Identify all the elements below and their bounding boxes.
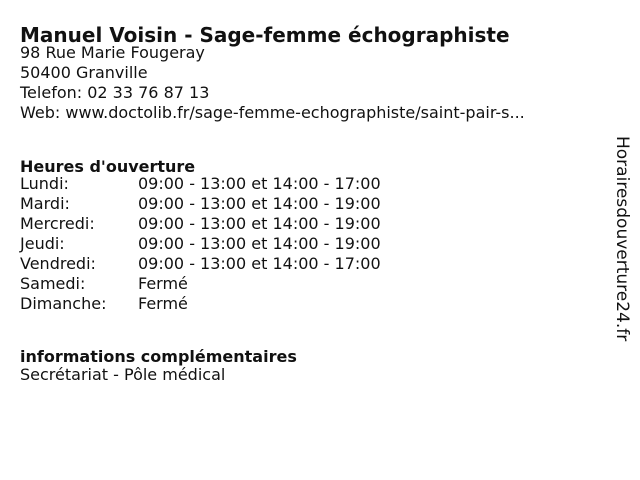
day-label: Mercredi:: [20, 214, 95, 233]
website-line: Web: www.doctolib.fr/sage-femme-echographiste/saint-pair-s...: [20, 103, 525, 122]
site-watermark: Horairesdouverture24.fr: [612, 136, 632, 342]
business-title: Manuel Voisin - Sage-femme échographiste: [20, 23, 510, 48]
hours-value: 09:00 - 13:00 et 14:00 - 19:00: [138, 234, 381, 253]
hours-value: 09:00 - 13:00 et 14:00 - 19:00: [138, 214, 381, 233]
day-label: Vendredi:: [20, 254, 96, 273]
address-line-2: 50400 Granville: [20, 63, 148, 82]
phone-line: Telefon: 02 33 76 87 13: [20, 83, 210, 102]
contact-details: [20, 43, 525, 123]
address-line-1: 98 Rue Marie Fougeray: [20, 43, 205, 62]
hours-value: Fermé: [138, 294, 188, 313]
day-label: Jeudi:: [20, 234, 65, 253]
additional-info-text: Secrétariat - Pôle médical: [20, 365, 226, 384]
day-label: Samedi:: [20, 274, 86, 293]
day-label: Mardi:: [20, 194, 70, 213]
hours-value: 09:00 - 13:00 et 14:00 - 17:00: [138, 254, 381, 273]
hours-value: Fermé: [138, 274, 188, 293]
additional-info-heading: informations complémentaires: [20, 347, 297, 367]
day-label: Dimanche:: [20, 294, 107, 313]
opening-hours-heading: Heures d'ouverture: [20, 157, 196, 177]
hours-value: 09:00 - 13:00 et 14:00 - 19:00: [138, 194, 381, 213]
hours-value: 09:00 - 13:00 et 14:00 - 17:00: [138, 174, 381, 193]
day-label: Lundi:: [20, 174, 69, 193]
